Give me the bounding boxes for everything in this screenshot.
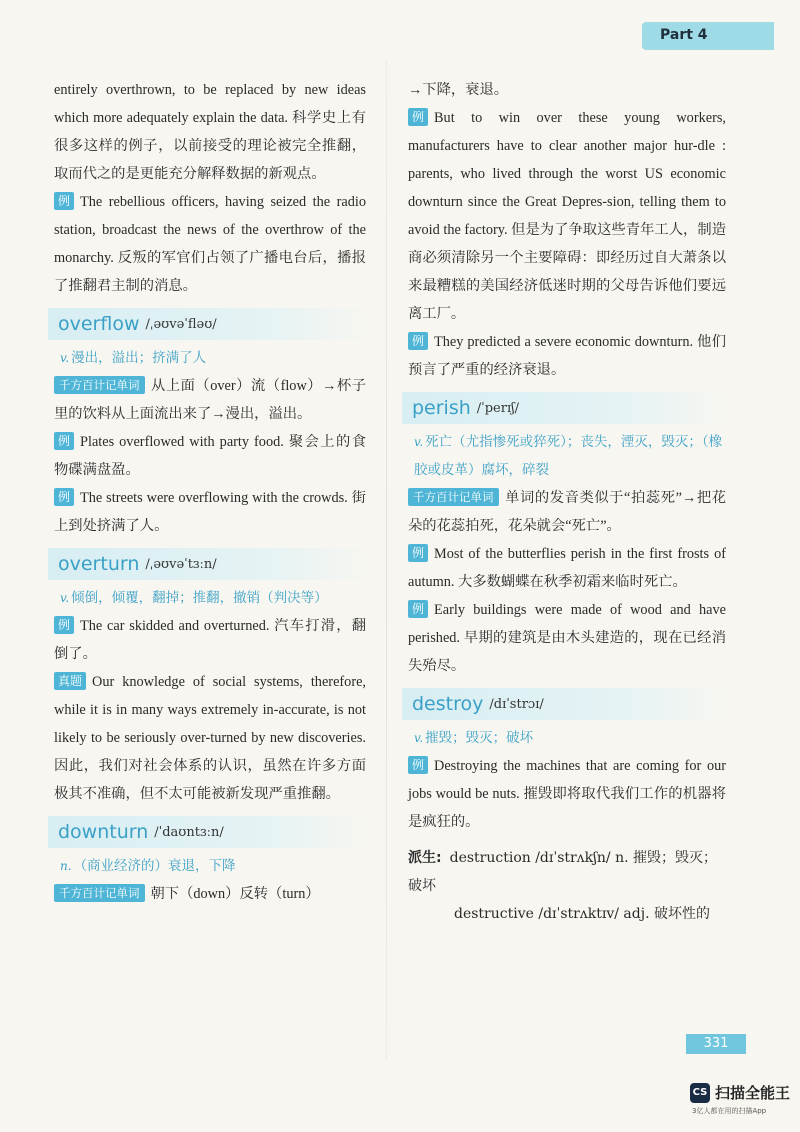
- example: [54, 428, 366, 484]
- memory-text: 朝下（down）反转（turn）: [150, 886, 320, 902]
- headword: overflow: [58, 313, 140, 335]
- derivatives: [408, 844, 726, 928]
- example-badge: 例: [408, 544, 428, 562]
- real-exam-text: Our knowledge of social systems, therefore, while it is in many ways extremely in-accurate, is not likely to be seriously over-turned by new discoveries. 因此，我们对社会体系的认识，虽然在许多方面极其不准确，但不太可能被新发现严重推翻。: [54, 674, 366, 802]
- memory-badge: 千方百计记单词: [54, 376, 145, 394]
- definition: [408, 428, 726, 484]
- example-badge: 例: [54, 432, 74, 450]
- example: [408, 752, 726, 836]
- memory-text: 单词的发音类似于“拍蕊死”→把花朵的花蕊拍死，花朵就会“死亡”。: [408, 490, 726, 534]
- memory-tip: [408, 484, 726, 540]
- real-exam: [54, 668, 366, 808]
- headword: perish: [412, 397, 471, 419]
- part-of-speech: v.: [60, 351, 70, 365]
- example-text: Early buildings were made of wood and have perished. 早期的建筑是由木头建造的，现在已经消失殆尽。: [408, 602, 726, 674]
- example-badge: 例: [54, 488, 74, 506]
- page-fold: [386, 60, 387, 1060]
- scanner-watermark: [690, 1082, 791, 1115]
- example: [54, 188, 366, 300]
- example: [408, 540, 726, 596]
- example-badge: 例: [54, 616, 74, 634]
- example: [408, 596, 726, 680]
- memory-badge: 千方百计记单词: [54, 884, 145, 902]
- headword: downturn: [58, 821, 149, 843]
- example-text: The car skidded and overturned. 汽车打滑，翻倒了。: [54, 618, 366, 662]
- example-badge: 例: [408, 756, 428, 774]
- scanner-tagline: 3亿人都在用的扫描App: [692, 1107, 767, 1115]
- scanner-logo-icon: CS: [690, 1083, 710, 1103]
- definition: [408, 724, 726, 752]
- definition-text: 死亡（尤指惨死或猝死）；丧失，湮灭，毁灭；（橡胶或皮革）腐坏，碎裂: [414, 434, 723, 478]
- example: [54, 484, 366, 540]
- page-number: 331: [686, 1034, 746, 1054]
- definition: [54, 344, 366, 372]
- real-exam-badge: 真题: [54, 672, 86, 690]
- example-text: The streets were overflowing with the crowds. 街上到处挤满了人。: [54, 490, 366, 534]
- definition-text: 漫出，溢出；挤满了人: [71, 350, 207, 366]
- entry-perish: [402, 392, 726, 424]
- memory-tip: [54, 880, 366, 908]
- left-column: [54, 76, 366, 908]
- example: [408, 104, 726, 328]
- phonetic: /dɪˈstrɔɪ/: [489, 696, 544, 712]
- example-text: They predicted a severe economic downturn. 他们预言了严重的经济衰退。: [408, 334, 726, 378]
- part-of-speech: n.: [60, 859, 72, 873]
- paragraph: →下降，衰退。: [408, 82, 509, 98]
- part-of-speech: v.: [60, 591, 70, 605]
- example-text: But to win over these young workers, manufacturers have to clear another major hur-dle : parents, who lived through the worst US economic downturn since the Great Depres-sion, telling them to avoid the factory. 但是为了争取这些青年工人，制造商必须清除另一个主要障碍：即经历过自大萧条以来最糟糕的美国经济低迷时期的父母告诉他们要远离工厂。: [408, 110, 726, 322]
- derivative-line: [408, 844, 726, 900]
- example: [54, 612, 366, 668]
- definition-text: 倾倒，倾覆，翻掉；推翻，撤销（判决等）: [71, 590, 328, 606]
- memory-text: 从上面（over）流（flow）→杯子里的饮料从上面流出来了→漫出，溢出。: [54, 378, 366, 422]
- entry-destroy: [402, 688, 726, 720]
- derivative-line: destructive /dɪˈstrʌktɪv/ adj. 破坏性的: [454, 906, 710, 922]
- part-of-speech: v.: [414, 731, 424, 745]
- scanner-name: 扫描全能王: [715, 1084, 791, 1102]
- example-text: Most of the butterflies perish in the first frosts of autumn. 大多数蝴蝶在秋季初霜来临时死亡。: [408, 546, 726, 590]
- definition-text: 摧毁；毁灭；破坏: [425, 730, 534, 746]
- phonetic: /ˌəʊvəˈfləʊ/: [145, 316, 217, 332]
- definition: [54, 584, 366, 612]
- headword: destroy: [412, 693, 484, 715]
- example-badge: 例: [54, 192, 74, 210]
- derivative-text: destruction /dɪˈstrʌkʃn/ n. 摧毁；毁灭；破坏: [408, 850, 718, 894]
- phonetic: /ˈperɪʃ/: [476, 400, 520, 416]
- example-badge: 例: [408, 108, 428, 126]
- part-of-speech: v.: [414, 435, 424, 449]
- example: [408, 328, 726, 384]
- paragraph: entirely overthrown, to be replaced by new ideas which more adequately explain the data. 科学史上有很多这样的例子，以前接受的理论被完全推翻，取而代之的是更能充分解释数据的新观点。: [54, 82, 366, 182]
- example-text: Destroying the machines that are coming for our jobs would be nuts. 摧毁即将取代我们工作的机器将是疯狂的。: [408, 758, 726, 830]
- definition: [54, 852, 366, 880]
- memory-badge: 千方百计记单词: [408, 488, 499, 506]
- entry-downturn: [48, 816, 366, 848]
- definition-text: （商业经济的）衰退，下降: [73, 858, 236, 874]
- memory-tip: [54, 372, 366, 428]
- example-text: Plates overflowed with party food. 聚会上的食物碟满盘盈。: [54, 434, 366, 478]
- phonetic: /ˌəʊvəˈtɜːn/: [145, 556, 217, 572]
- entry-overturn: [48, 548, 366, 580]
- example-badge: 例: [408, 332, 428, 350]
- part-label: Part 4: [660, 27, 708, 43]
- phonetic: /ˈdaʊntɜːn/: [154, 824, 224, 840]
- right-column: [408, 76, 726, 928]
- example-text: The rebellious officers, having seized the radio station, broadcast the news of the overthrow of the monarchy. 反叛的军官们占领了广播电台后，播报了推翻君主制的消息。: [54, 194, 366, 294]
- part-tab: [642, 22, 774, 50]
- derivative-label: 派生:: [408, 850, 442, 866]
- entry-overflow: [48, 308, 366, 340]
- example-badge: 例: [408, 600, 428, 618]
- headword: overturn: [58, 553, 140, 575]
